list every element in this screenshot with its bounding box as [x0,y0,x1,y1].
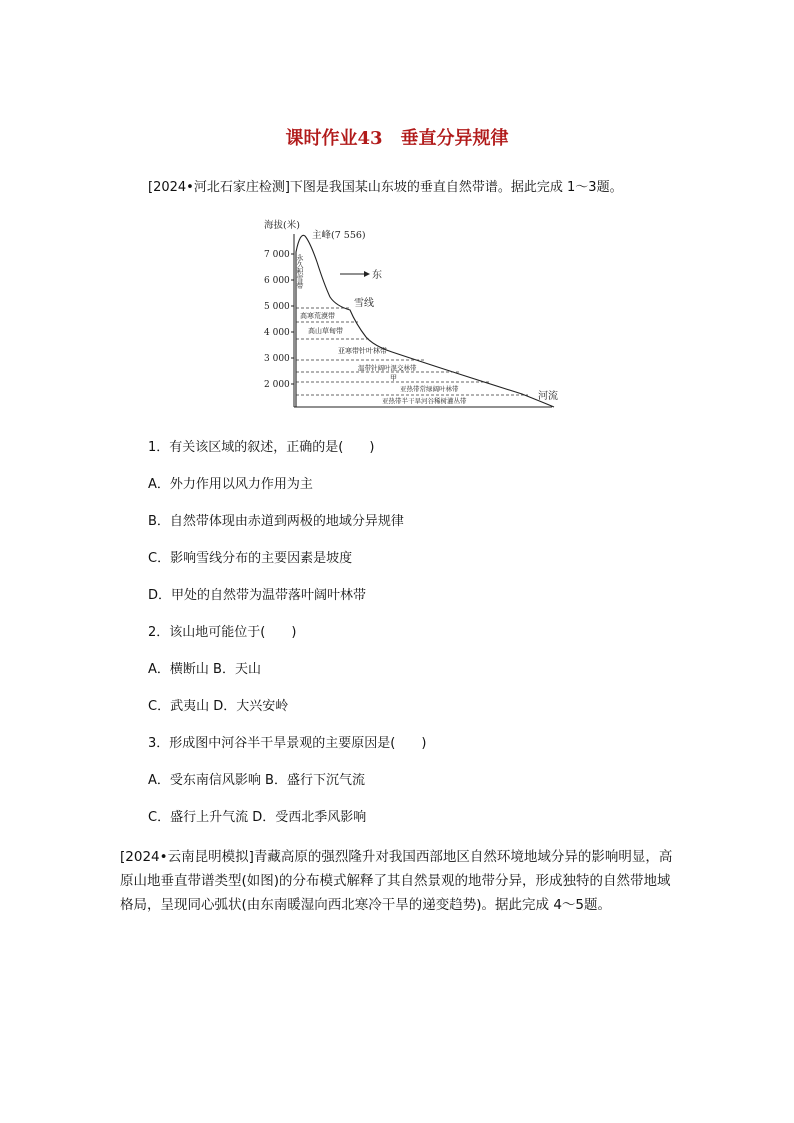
question-2-options-cd: C．武夷山 D．大兴安岭 [148,699,289,714]
question-2-stem: 2．该山地可能位于( ) [148,625,297,640]
zone-label-meadow: 高山草甸带 [308,327,343,335]
page-title: 课时作业43 垂直分异规律 [285,128,509,149]
zone-label-conifer: 亚寒带针叶林带 [338,347,387,355]
y-tick-6000: 6 000 [264,276,290,286]
question-3-stem: 3．形成图中河谷半干旱景观的主要原因是( ) [148,736,427,751]
zone-label-valley: 亚热带半干旱河谷稀树灌丛带 [382,397,467,405]
zone-label-cold-desert: 高寒荒漠带 [300,312,335,320]
passage-4-5: [2024•云南昆明模拟]青藏高原的强烈隆升对我国西部地区自然环境地域分异的影响明显，高原山地垂直带谱类型(如图)的分布模式解释了其自然景观的地带分异，形成独特的自然带地域格局，呈现同心弧状(由东南暖湿向西北寒冷干旱的递变趋势)。据此完成 4～5题。 [120,849,673,913]
y-axis-label: 海拔(米) [264,220,300,231]
y-tick-2000: 2 000 [264,380,290,390]
question-1-option-a: A．外力作用以风力作用为主 [148,477,313,492]
question-1-option-d: D．甲处的自然带为温带落叶阔叶林带 [148,588,367,603]
question-1-stem: 1．有关该区域的叙述，正确的是( ) [148,440,375,455]
y-tick-5000: 5 000 [264,302,290,312]
intro-text: [2024•河北石家庄检测]下图是我国某山东坡的垂直自然带谱。据此完成 1～3题。 [148,180,623,195]
question-1-option-c: C．影响雪线分布的主要因素是坡度 [148,551,353,566]
snowline-label: 雪线 [354,298,374,309]
diagram-svg [262,212,572,412]
y-tick-3000: 3 000 [264,354,290,364]
question-3-options-ab: A．受东南信风影响 B．盛行下沉气流 [148,773,365,788]
mountain-profile [296,235,554,407]
zone-label-evergreen: 亚热带常绿阔叶林带 [400,385,459,393]
zone-label-snow: 永久积雪带 [296,254,304,289]
river-label: 河流 [538,391,558,402]
zone-label-jia: 甲 [390,374,397,382]
peak-label: 主峰(7 556) [312,230,366,241]
zone-label-mixed: 温带针阔叶混交林带 [358,364,417,372]
question-2-options-ab: A．横断山 B．天山 [148,662,261,677]
question-1-option-b: B．自然带体现由赤道到两极的地域分异规律 [148,514,404,529]
direction-label: 东 [372,270,382,281]
direction-arrow-icon [364,271,370,277]
question-3-options-cd: C．盛行上升气流 D．受西北季风影响 [148,810,367,825]
y-tick-4000: 4 000 [264,328,290,338]
vertical-zone-diagram [262,212,572,412]
y-tick-7000: 7 000 [264,250,290,260]
